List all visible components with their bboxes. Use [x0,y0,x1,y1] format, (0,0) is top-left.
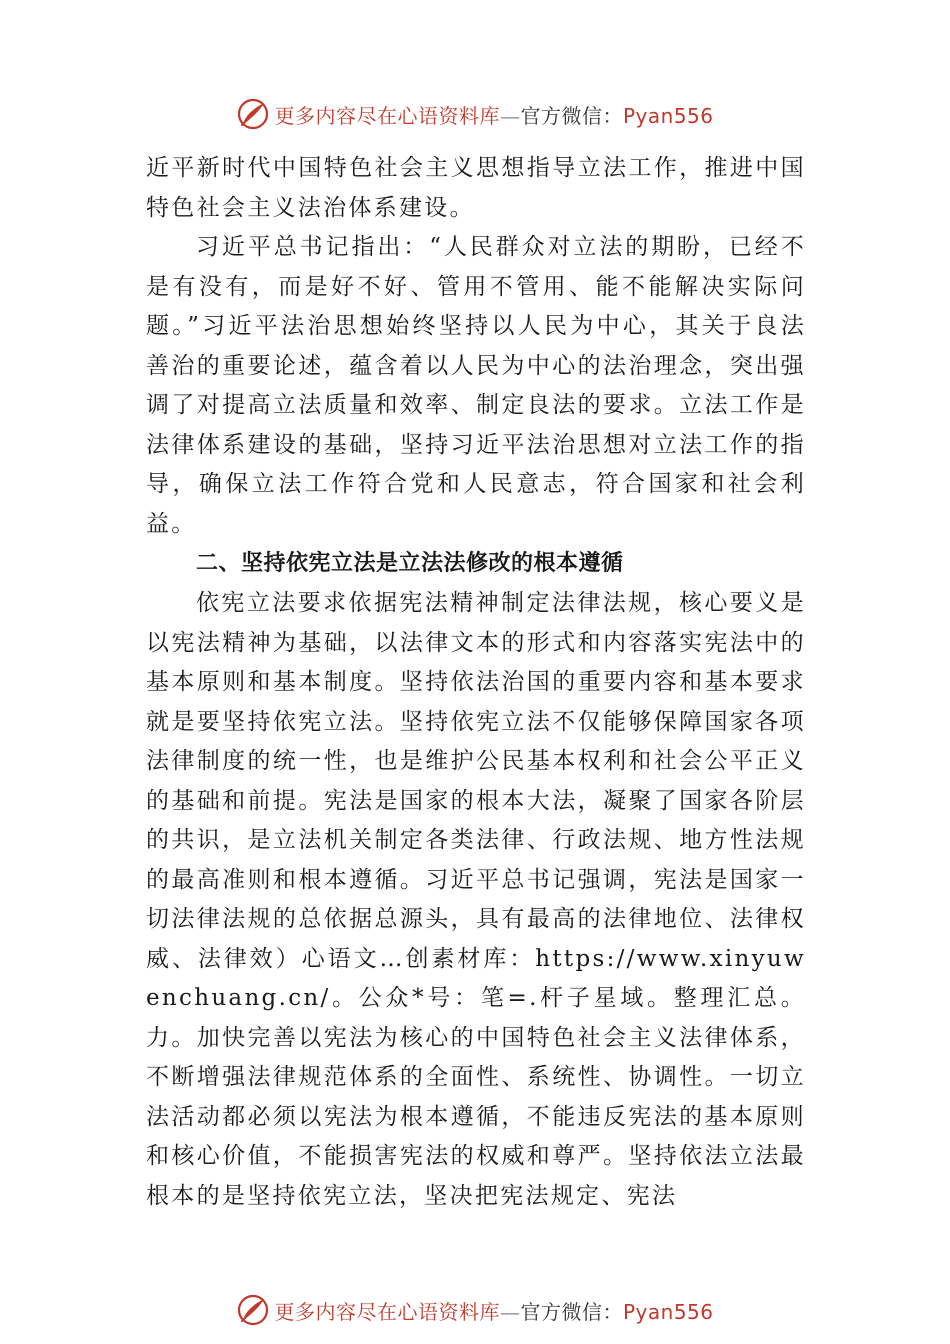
wechat-label: 官方微信： [520,1299,623,1324]
quill-logo-icon [236,97,270,131]
wechat-label: 官方微信： [520,103,623,128]
promo-title: 更多内容尽在心语资料库 [274,103,500,128]
footer-banner [0,1290,950,1330]
paragraph-constitution: 依宪立法要求依据宪法精神制定法律法规，核心要义是以宪法精神为基础，以法律文本的形式和内容落实宪法中的基本原则和基本制度。坚持依法治国的重要内容和基本要求就是要坚持依宪立法。坚持依宪立法不仅能够保障国家各项法律制度的统一性，也是维护公民基本权利和社会公平正义的基础和前提。宪法是国家的根本大法，凝聚了国家各阶层的共识，是立法机关制定各类法律、行政法规、地方性法规的最高准则和根本遵循。习近平总书记强调，宪法是国家一切法律法规的总依据总源头，具有最高的法律地位、法律权威、法律效）心语文…创素材库：https://www.xinyuwenchuang.cn/。公众*号：笔=.杆子星域。整理汇总。力。加快完善以宪法为核心的中国特色社会主义法律体系，不断增强法律规范体系的全面性、系统性、协调性。一切立法活动都必须以宪法为根本遵循，不能违反宪法的基本原则和核心价值，不能损害宪法的权威和尊严。坚持依法立法最根本的是坚持依宪立法，坚决把宪法规定、宪法 [146,590,806,1209]
promo-text [274,1296,713,1325]
wechat-id: Pyan556 [622,1299,714,1324]
document-body [146,149,806,1216]
paragraph-continuation: 近平新时代中国特色社会主义思想指导立法工作，推进中国特色社会主义法治体系建设。 [146,155,806,221]
promo-dash: — [499,103,521,128]
paragraph-quote: 习近平总书记指出：“人民群众对立法的期盼，已经不是有没有，而是好不好、管用不管用、能不能解决实际问题。”习近平法治思想始终坚持以人民为中心，其关于良法善治的重要论述，蕴含着以人民为中心的法治理念，突出强调了对提高立法质量和效率、制定良法的要求。立法工作是法律体系建设的基础，坚持习近平法治思想对立法工作的指导，确保立法工作符合党和人民意志，符合国家和社会利益。 [146,234,806,537]
header-banner [0,94,950,134]
promo-text [274,100,713,129]
quill-logo-icon [236,1293,270,1327]
promo-title: 更多内容尽在心语资料库 [274,1299,500,1324]
promo-dash: — [499,1299,521,1324]
wechat-id: Pyan556 [622,103,714,128]
section-heading: 二、坚持依宪立法是立法法修改的根本遵循 [196,551,624,576]
